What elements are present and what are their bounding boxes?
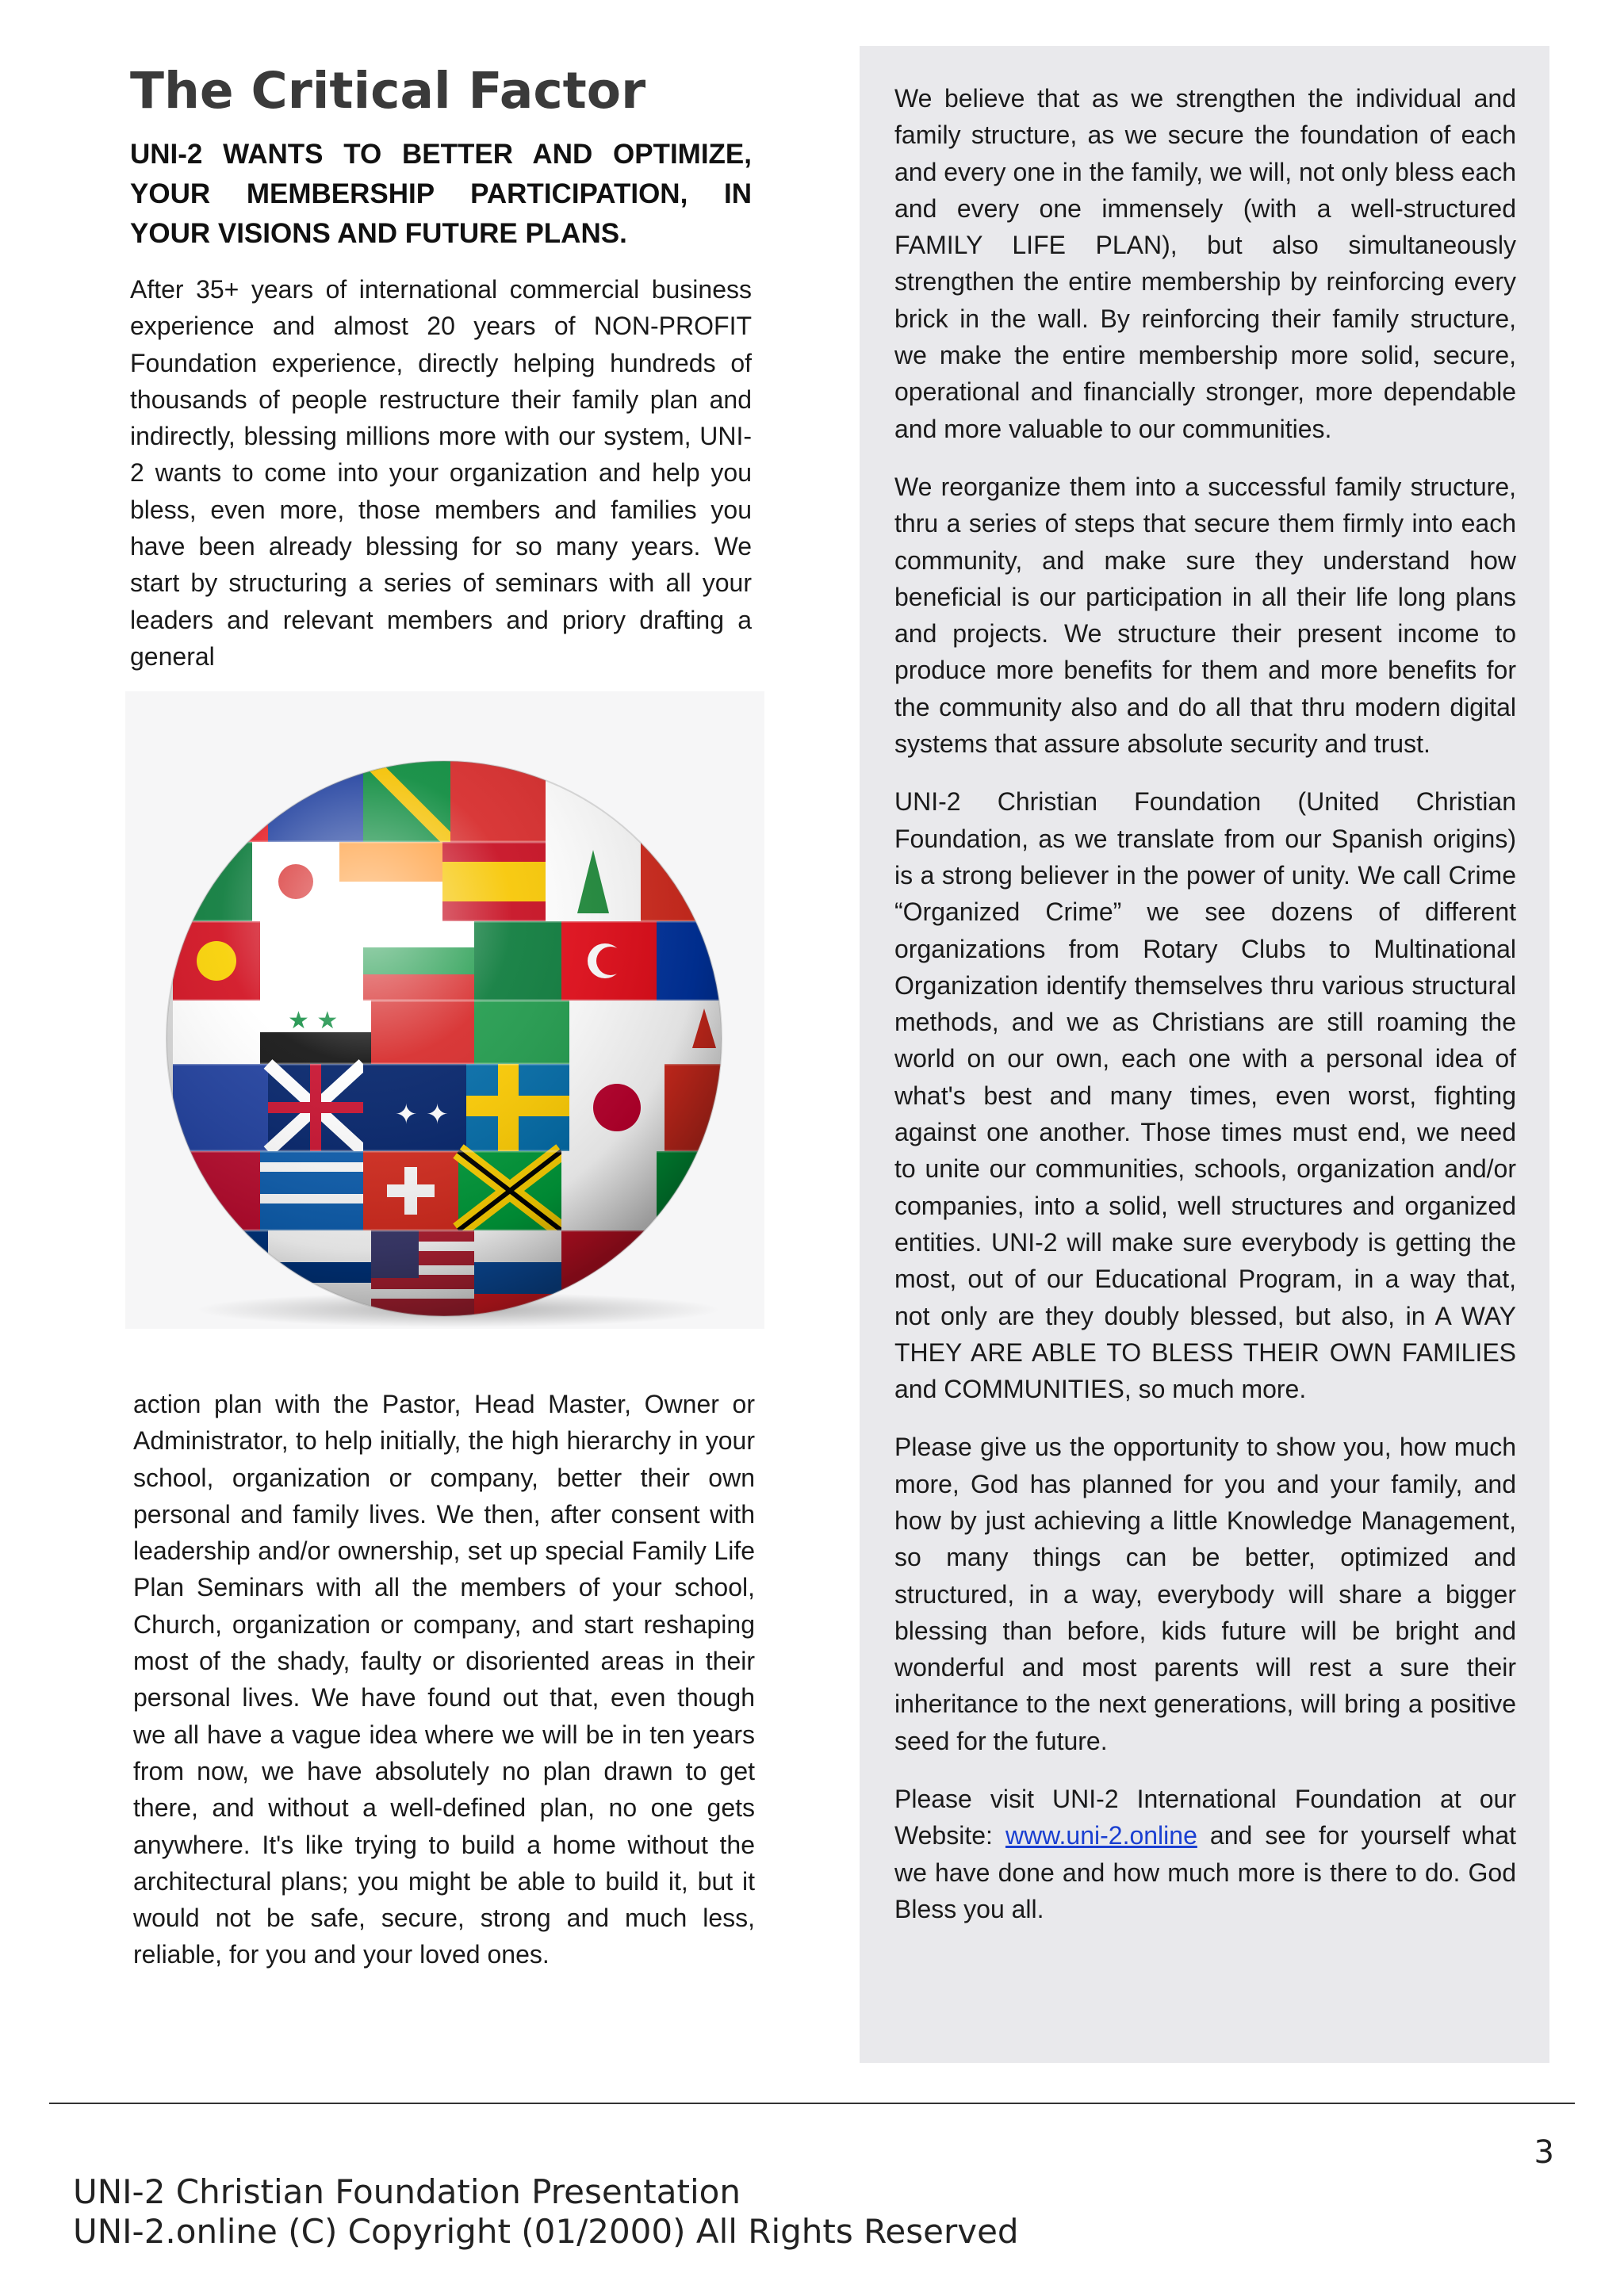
section-subheading: UNI-2 WANTS TO BETTER AND OPTIMIZE, YOUR MEMBERSHIP PARTICIPATION, IN YOUR VISIONS AND FUTURE PLANS.	[130, 139, 752, 249]
sidebar-paragraph-1: We believe that as we strengthen the individual and family structure, as we secure the foundation of each and every one in the family, we will, not only bless each and every one immensely (with a well-structured FAMILY LIFE PLAN), but also simultaneously strengthen the entire membership by reinforcing every brick in the wall. By reinforcing their family structure, we make the entire membership more solid, secure, operational and financially stronger, more dependable and more valuable to our communities.	[894, 84, 1516, 443]
footer-divider	[49, 2103, 1575, 2104]
visit-text-after: and see for yourself what we have done and how much more is there to do. God Bless you all.	[894, 1821, 1517, 1923]
website-link[interactable]: www.uni-2.online	[1005, 1821, 1197, 1850]
footer-presentation-title: UNI-2 Christian Foundation Presentation	[73, 2172, 741, 2211]
flag-globe-icon	[125, 691, 764, 1329]
sidebar-paragraph-2: We reorganize them into a successful family structure, thru a series of steps that secure them firmly into each community, and make sure they understand how beneficial is our participation in all their life long plans and projects. We structure their present income to produce more benefits for them and more benefits for the community also and do all that thru modern digital systems that assure absolute security and trust.	[894, 472, 1516, 759]
sidebar-paragraph-3: UNI-2 Christian Foundation (United Christian Foundation, as we translate from our Spanish origins) is a strong believer in the power of unity. We call Crime “Organized Crime” we see dozens of different organizations from Rotary Clubs to Multinational Organization identify themselves thru various structural methods, and we as Christians are still roaming the world on our own, each one with a personal idea of what's best and many times, even worst, fighting against one another. Those times must end, we need to unite our communities, schools, organization and/or companies, into a solid, well structures and organized entities. UNI-2 will make sure everybody is getting the most, out of our Educational Program, in a way that, not only are they doubly blessed, but also, in A WAY THEY ARE ABLE TO BLESS THEIR OWN FAMILIES and COMMUNITIES, so much more.	[894, 787, 1516, 1404]
left-paragraph-top: After 35+ years of international commercial business experience and almost 20 years of NON-PROFIT Foundation experience, directly helping hundreds of thousands of people restructure their family plan and indirectly, blessing millions more with our system, UNI-2 wants to come into your organization and help you bless, even more, those members and families you have been already blessing for so many years. We start by structuring a series of seminars with all your leaders and relevant members and priory drafting a general	[130, 275, 752, 671]
sidebar-paragraph-5	[894, 1781, 1516, 1927]
page-number: 3	[1534, 2134, 1554, 2171]
sidebar-content	[894, 80, 1516, 1949]
visit-text-before: Please visit UNI-2 International Foundation at our Website:	[894, 1785, 1516, 1850]
page-title: The Critical Factor	[130, 62, 646, 120]
footer-copyright: UNI-2.online (C) Copyright (01/2000) All Rights Reserved	[73, 2212, 1019, 2251]
sidebar-paragraph-4: Please give us the opportunity to show you, how much more, God has planned for you and your family, and how by just achieving a little Knowledge Management, so many things can be better, optimized and structured, in a way, everybody will share a bigger blessing than before, kids future will be bright and wonderful and most parents will rest a sure their inheritance to the next generations, will bring a positive seed for the future.	[894, 1433, 1516, 1755]
flag-globe-image	[125, 691, 764, 1329]
left-paragraph-bottom: action plan with the Pastor, Head Master, Owner or Administrator, to help initially, the high hierarchy in your school, organization or company, better their own personal and family lives. We then, after consent with leadership and/or ownership, set up special Family Life Plan Seminars with all the members of your school, Church, organization or company, and start reshaping most of the shady, faulty or disoriented areas in their personal lives. We have found out that, even though we all have a vague idea where we will be in ten years from now, we have absolutely no plan drawn to get there, and without a well-defined plan, no one gets anywhere. It's like trying to build a home without the architectural plans; you might be able to build it, but it would not be safe, secure, strong and much less, reliable, for you and your loved ones.	[133, 1390, 755, 1969]
sidebar-panel	[860, 46, 1549, 2063]
